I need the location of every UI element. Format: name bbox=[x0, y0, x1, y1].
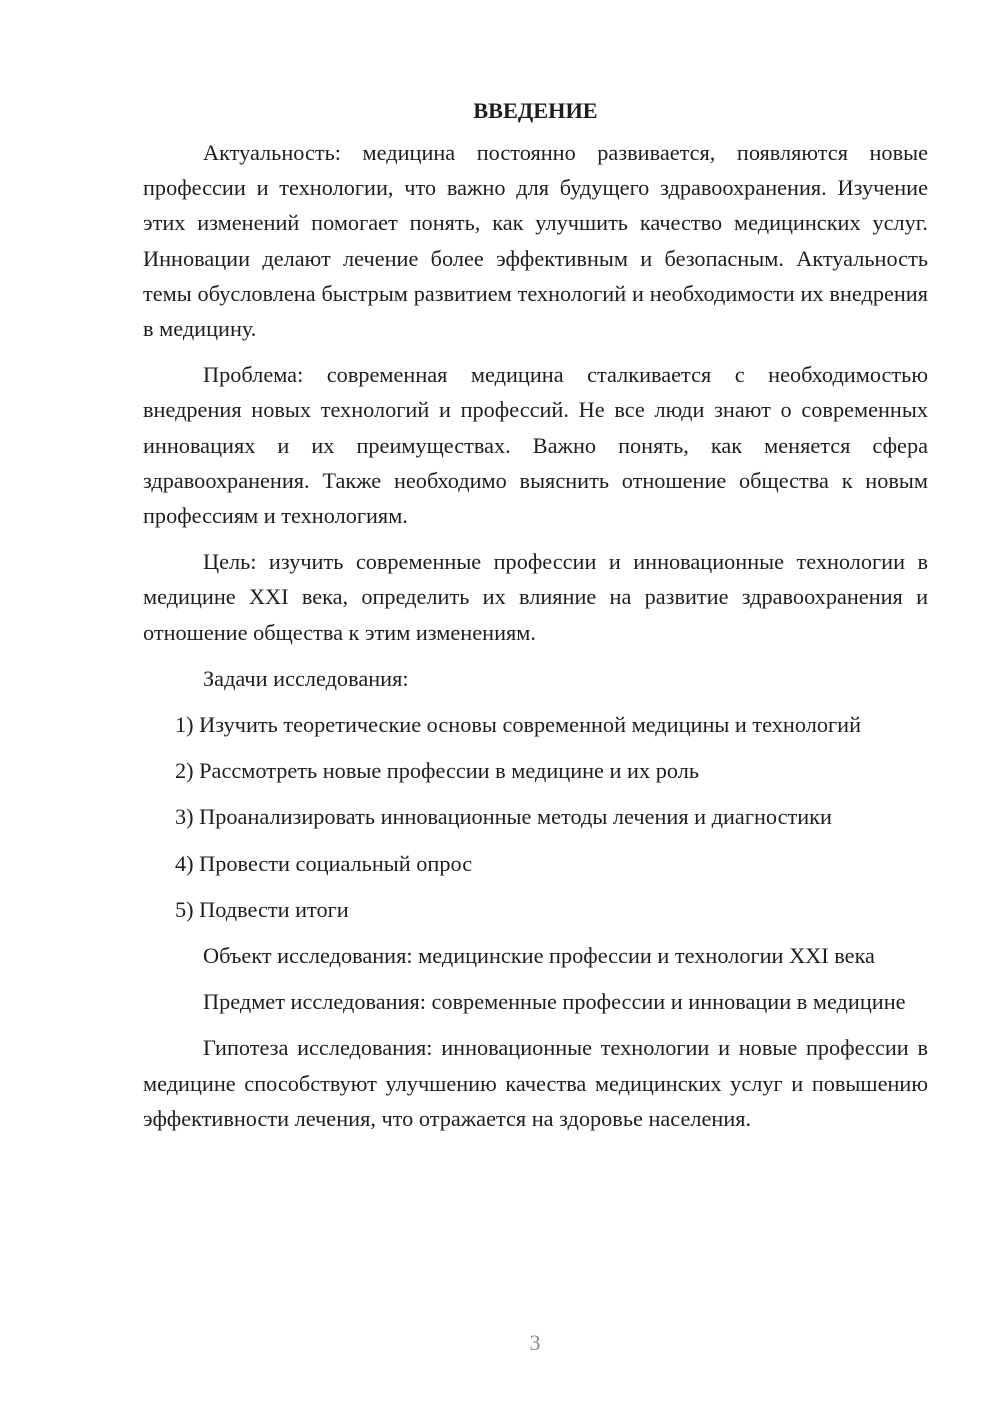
tasks-title: Задачи исследования: bbox=[203, 665, 409, 691]
task-item-2: 2) Рассмотреть новые профессии в медицине и их роль bbox=[175, 758, 699, 784]
object-paragraph: Объект исследования: медицинские профессии и технологии XXI века bbox=[203, 943, 875, 969]
task-item-3: 3) Проанализировать инновационные методы лечения и диагностики bbox=[175, 804, 832, 830]
goal-paragraph: Цель: изучить современные профессии и инновационные технологии в медицине XXI века, определить их влияние на развитие здравоохранения и отношение общества к этим изменениям. bbox=[143, 549, 928, 645]
problem-paragraph: Проблема: современная медицина сталкивается с необходимостью внедрения новых технологий и профессий. Не все люди знают о современных инновациях и их преимуществах. Важно понять, как меняется сфера здравоохранения. Также необходимо выяснить отношение общества к новым профессиям и технологиям. bbox=[143, 362, 928, 529]
subject-paragraph: Предмет исследования: современные профессии и инновации в медицине bbox=[203, 989, 906, 1015]
task-item-1: 1) Изучить теоретические основы современной медицины и технологий bbox=[175, 712, 861, 738]
hypothesis-paragraph: Гипотеза исследования: инновационные технологии и новые профессии в медицине способствуют улучшению качества медицинских услуг и повышению эффективности лечения, что отражается на здоровье населения. bbox=[143, 1035, 928, 1131]
page-content bbox=[143, 93, 928, 1147]
task-item-5: 5) Подвести итоги bbox=[175, 896, 349, 922]
section-heading: ВВЕДЕНИЕ bbox=[473, 98, 598, 123]
page-number: 3 bbox=[529, 1330, 541, 1355]
task-item-4: 4) Провести социальный опрос bbox=[175, 850, 473, 876]
relevance-paragraph: Актуальность: медицина постоянно развивается, появляются новые профессии и технологии, что важно для будущего здравоохранения. Изучение этих изменений помогает понять, как улучшить качество медицинских услуг. Инновации делают лечение более эффективным и безопасным. Актуальность темы обусловлена быстрым развитием технологий и необходимости их внедрения в медицину. bbox=[143, 140, 928, 342]
